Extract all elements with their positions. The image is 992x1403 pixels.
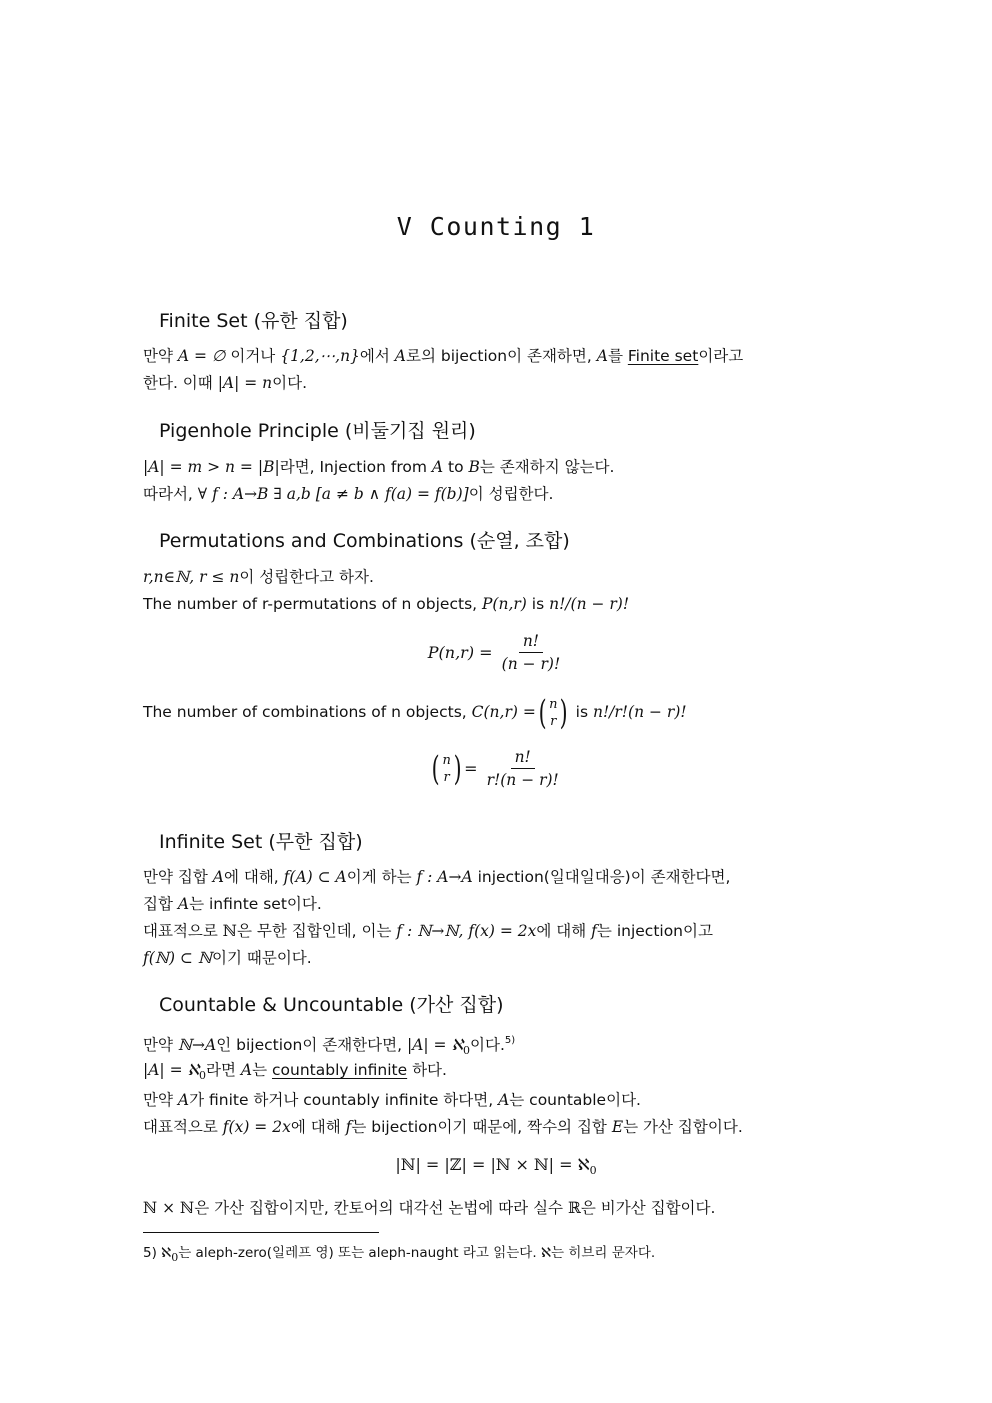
- countable-line-1: 만약 ℕ→A인 bijection이 존재한다면, |A| = ℵ$_0$이다.$^{5)}$: [143, 1035, 516, 1057]
- footnote: 5) ℵ$_0$는 aleph-zero(일레프 영) 또는 aleph-naught 라고 읽는다. ℵ는 히브리 문자다.: [143, 1245, 656, 1264]
- combination-fraction: $\frac{n!}{r!(n - r)!}$: [486, 748, 559, 789]
- heading-pigeonhole: Pigenhole Principle (비둘기집 원리): [159, 420, 476, 442]
- infinite-line-3: 대표적으로 ℕ은 무한 집합인데, 이는 f : ℕ→ℕ, f(x) = 2x에 대해 f는 injection이고: [143, 922, 713, 940]
- pigeon-line-2: 따라서, ∀ f : A→B ∃ a,b [a ≠ b ∧ f(a) = f(b)]이 성립한다.: [143, 485, 554, 503]
- countable-line-2: |A| = ℵ$_0$라면 A는 countably infinite 하다.: [143, 1061, 447, 1082]
- combination-formula: ( n r ) = $\frac{n!}{r!(n - r)!}$: [0, 748, 992, 789]
- heading-finite-set: Finite Set (유한 집합): [159, 310, 348, 332]
- heading-countable: Countable & Uncountable (가산 집합): [159, 994, 504, 1016]
- permutation-fraction: $\frac{n!}{(n - r)!}$: [501, 632, 561, 673]
- infinite-line-1: 만약 집합 A에 대해, f(A) ⊂ A이게 하는 f : A→A injection(일대일대응)이 존재한다면,: [143, 868, 731, 886]
- footnote-divider: [143, 1232, 379, 1233]
- perm-line-3: The number of combinations of n objects, C(n,r) = ( n r ) is n!/r!(n − r)!: [143, 692, 687, 733]
- page-title: V Counting 1: [396, 212, 596, 241]
- cardinality-equation: |ℕ| = |ℤ| = |ℕ × ℕ| = ℵ$_0$: [395, 1155, 597, 1177]
- heading-permutations: Permutations and Combinations (순열, 조합): [159, 530, 570, 552]
- infinite-line-2: 집합 A는 infinte set이다.: [143, 895, 322, 913]
- countable-line-3: 만약 A가 finite 하거나 countably infinite 하다면, A는 countable이다.: [143, 1091, 641, 1109]
- footnote-ref: 5): [504, 1035, 516, 1046]
- countable-line-5: ℕ × ℕ은 가산 집합이지만, 칸토어의 대각선 논법에 따라 실수 ℝ은 비가산 집합이다.: [143, 1199, 716, 1217]
- binomial-inline: ( n r ): [538, 692, 569, 733]
- perm-line-2: The number of r-permutations of n objects, P(n,r) is n!/(n − r)!: [143, 595, 630, 613]
- binomial-display: ( n r ): [431, 748, 462, 789]
- countable-line-4: 대표적으로 f(x) = 2x에 대해 f는 bijection이기 때문에, 짝수의 집합 E는 가산 집합이다.: [143, 1118, 743, 1136]
- permutation-formula: P(n,r) = $\frac{n!}{(n - r)!}$: [0, 632, 992, 673]
- finite-set-term: Finite set: [627, 347, 699, 365]
- perm-line-1: r,n∈ℕ, r ≤ n이 성립한다고 하자.: [143, 568, 374, 586]
- countably-infinite-term: countably infinite: [272, 1061, 408, 1079]
- heading-infinite-set: Infinite Set (무한 집합): [159, 831, 363, 853]
- infinite-line-4: f(ℕ) ⊂ ℕ이기 때문이다.: [143, 949, 312, 967]
- pigeon-line-1: |A| = m > n = |B|라면, Injection from A to B는 존재하지 않는다.: [143, 458, 615, 476]
- finite-line-1: 만약 A = ∅ 이거나 {1,2,⋯,n}에서 A로의 bijection이 존재하면, A를 Finite set이라고: [143, 347, 744, 365]
- finite-line-2: 한다. 이때 |A| = n이다.: [143, 374, 308, 392]
